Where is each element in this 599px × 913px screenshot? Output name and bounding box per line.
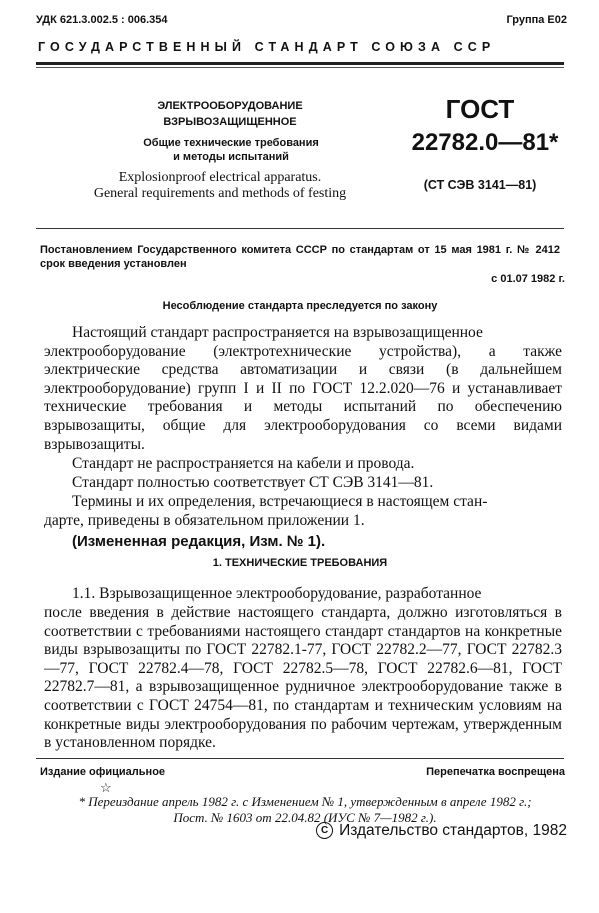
english-line-1: Explosionproof electrical apparatus. (118, 170, 322, 185)
footer-rule (36, 758, 564, 759)
publisher-name: Издательство стандартов, 1982 (339, 822, 567, 839)
title-line-1: ЭЛЕКТРООБОРУДОВАНИЕ (157, 100, 303, 112)
scope-exclusion: Стандарт не распространяется на кабели и провода. (72, 455, 415, 472)
decree-text: Постановлением Государственного комитета СССР по стандартам от 15 мая 1981 г. № 2412 срок введения установлен (40, 244, 560, 270)
clause-1-1-first-line: 1.1. Взрывозащищенное электрооборудование, разработанное (72, 585, 482, 602)
subtitle-line-2: и методы испытаний (173, 151, 289, 163)
state-standard-banner: ГОСУДАРСТВЕННЫЙ СТАНДАРТ СОЮЗА ССР (38, 40, 496, 54)
publisher-line (316, 822, 567, 840)
intro-paragraph-first-line: Настоящий стандарт распространяется на взрывозащищенное (72, 324, 483, 341)
star-icon: ☆ (100, 780, 112, 795)
reissue-line-1: * Переиздание апрель 1982 г. с Изменением № 1, утвержденным в апреле 1982 г.; (78, 794, 532, 809)
gost-label: ГОСТ (445, 94, 515, 124)
non-compliance-note: Несоблюдение стандарта преследуется по закону (162, 300, 438, 312)
gost-number: 22782.0—81* (411, 129, 559, 156)
official-edition: Издание официальное (40, 766, 166, 778)
clause-1-1: после введения в действие настоящего стандарта, должно изготовляться в соответствии с требованиями настоящего стандарт стандартов на конкретные виды взрывозащиты по ГОСТ 22782.1-77, ГОСТ 22782.2—77, ГОСТ 22782.3—77, ГОСТ 22782.4—78, ГОСТ 22782.5—78, ГОСТ 22782.6—81, ГОСТ 22782.7—81, а взрывозащищенное рудничное электрооборудование также в соответствии с ГОСТ 24754—81, по стандартам и техническим условиям на конкретные виды электрооборудования по рабочим чертежам, утвержденным в установленном порядке. (44, 604, 562, 752)
section-title: 1. ТЕХНИЧЕСКИЕ ТРЕБОВАНИЯ (212, 557, 388, 569)
effective-date: с 01.07 1982 г. (491, 273, 565, 285)
section-rule (36, 228, 564, 229)
terms-paragraph-first-line: Термины и их определения, встречающиеся в настоящем стан- (72, 493, 488, 510)
english-line-2: General requirements and methods of festing (93, 186, 347, 201)
subtitle-line-1: Общие технические требования (143, 137, 319, 149)
subtitle-russian (100, 136, 362, 164)
terms-paragraph: дарте, приведены в обязательном приложении 1. (44, 512, 365, 529)
conformance-statement: Стандарт полностью соответствует СТ СЭВ 3141—81. (72, 474, 434, 491)
header-rule (36, 62, 564, 65)
reissue-line-2: Пост. № 1603 от 22.04.82 (ИУС № 7—1982 г.). (173, 810, 437, 825)
group-code: Группа Е02 (506, 14, 567, 26)
reprint-prohibited: Перепечатка воспрещена (426, 766, 565, 778)
header-rule-thin (36, 67, 564, 68)
title-russian (130, 98, 330, 130)
copyright-icon: C (316, 822, 333, 839)
udk-code: УДК 621.3.002.5 : 006.354 (36, 14, 168, 26)
title-english (60, 170, 380, 202)
amendment-note: (Измененная редакция, Изм. № 1). (72, 533, 326, 550)
st-sev-reference: (СТ СЭВ 3141—81) (423, 178, 537, 192)
intro-paragraph: электрооборудование (электротехнические устройства), а также электрические средства автоматизации и связи (в дальнейшем электрооборудование) групп I и II по ГОСТ 12.2.020—76 и устанавливает технические требования и методы испытаний по обеспечению взрывозащиты, общие для электрооборудования со всеми видами взрывозащиты. (44, 342, 562, 453)
title-line-2: ВЗРЫВОЗАЩИЩЕННОЕ (163, 116, 297, 128)
